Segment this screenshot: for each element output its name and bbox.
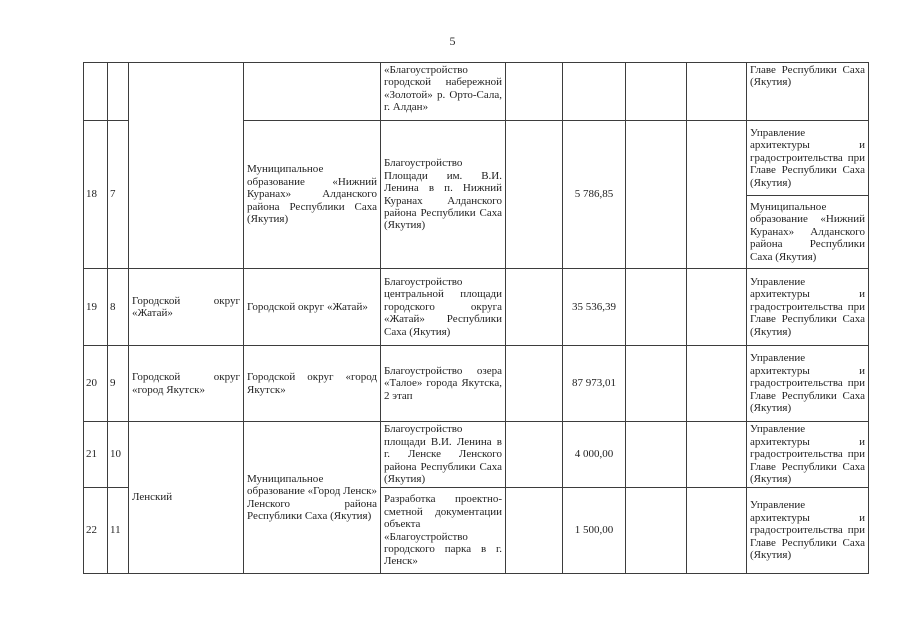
- cell-row-number: 22: [84, 488, 108, 574]
- table-row-21: [84, 422, 869, 488]
- cell-responsible: Управление архитектуры и градостроительства при Главе Республики Саха (Якутия): [747, 422, 869, 488]
- cell-amount: 1 500,00: [563, 488, 626, 574]
- cell-amount: 5 786,85: [563, 121, 626, 269]
- table-row-continuation: [84, 63, 869, 121]
- cell-empty: [687, 269, 747, 346]
- cell-responsible: Муниципальное образование «Нижний Куранах» Алданского района Республики Саха (Якутия): [747, 196, 869, 269]
- table-row-19: [84, 269, 869, 346]
- cell-district: Ленский: [129, 422, 244, 574]
- cell-municipality: [244, 63, 381, 121]
- cell-district: Городской округ «город Якутск»: [129, 346, 244, 422]
- cell-empty: [626, 269, 687, 346]
- cell-row-number: 21: [84, 422, 108, 488]
- cell-sub-number: 8: [108, 269, 129, 346]
- cell-sub-number: 7: [108, 121, 129, 269]
- cell-empty: [626, 422, 687, 488]
- cell-sub-number: 11: [108, 488, 129, 574]
- cell-empty: [506, 63, 563, 121]
- page-number: 5: [449, 34, 456, 48]
- cell-row-number: [84, 63, 108, 121]
- cell-municipality: Муниципальное образование «Нижний Куранах» Алданского района Республики Саха (Якутия): [244, 121, 381, 269]
- cell-amount: 87 973,01: [563, 346, 626, 422]
- cell-district: Городской округ «Жатай»: [129, 269, 244, 346]
- cell-municipality: Городской округ «город Якутск»: [244, 346, 381, 422]
- cell-row-number: 19: [84, 269, 108, 346]
- cell-empty: [506, 346, 563, 422]
- cell-project: Благоустройство площади В.И. Ленина в г. Ленске Ленского района Республики Саха (Якутия): [381, 422, 506, 488]
- cell-empty: [687, 121, 747, 269]
- table-row-20: [84, 346, 869, 422]
- cell-empty: [626, 121, 687, 269]
- cell-row-number: 18: [84, 121, 108, 269]
- cell-project: Благоустройство центральной площади городского округа «Жатай» Республики Саха (Якутия): [381, 269, 506, 346]
- cell-district: [129, 63, 244, 269]
- cell-empty: [687, 63, 747, 121]
- cell-amount: 35 536,39: [563, 269, 626, 346]
- cell-responsible: Управление архитектуры и градостроительства при Главе Республики Саха (Якутия): [747, 346, 869, 422]
- cell-empty: [506, 488, 563, 574]
- cell-responsible: Управление архитектуры и градостроительства при Главе Республики Саха (Якутия): [747, 121, 869, 196]
- budget-projects-table: [83, 62, 869, 574]
- cell-empty: [687, 422, 747, 488]
- cell-empty: [626, 488, 687, 574]
- cell-project: Благоустройство Площади им. В.И. Ленина в п. Нижний Куранах Алданского района Республики Саха (Якутия): [381, 121, 506, 269]
- cell-empty: [626, 63, 687, 121]
- cell-sub-number: 9: [108, 346, 129, 422]
- cell-sub-number: 10: [108, 422, 129, 488]
- cell-project: Благоустройство озера «Талое» города Якутска, 2 этап: [381, 346, 506, 422]
- cell-project: Разработка проектно-сметной документации объекта «Благоустройство городского парка в г. Ленск»: [381, 488, 506, 574]
- cell-responsible: Управление архитектуры и градостроительства при Главе Республики Саха (Якутия): [747, 488, 869, 574]
- cell-amount: 4 000,00: [563, 422, 626, 488]
- cell-empty: [687, 346, 747, 422]
- cell-responsible: Управление архитектуры и градостроительства при Главе Республики Саха (Якутия): [747, 269, 869, 346]
- cell-empty: [506, 269, 563, 346]
- cell-empty: [506, 422, 563, 488]
- cell-responsible: Главе Республики Саха (Якутия): [747, 63, 869, 121]
- cell-amount: [563, 63, 626, 121]
- cell-municipality: Муниципальное образование «Город Ленск» Ленского района Республики Саха (Якутия): [244, 422, 381, 574]
- cell-empty: [506, 121, 563, 269]
- cell-row-number: 20: [84, 346, 108, 422]
- cell-project: «Благоустройство городской набережной «Золотой» р. Орто-Сала, г. Алдан»: [381, 63, 506, 121]
- cell-empty: [626, 346, 687, 422]
- cell-sub-number: [108, 63, 129, 121]
- cell-empty: [687, 488, 747, 574]
- cell-municipality: Городской округ «Жатай»: [244, 269, 381, 346]
